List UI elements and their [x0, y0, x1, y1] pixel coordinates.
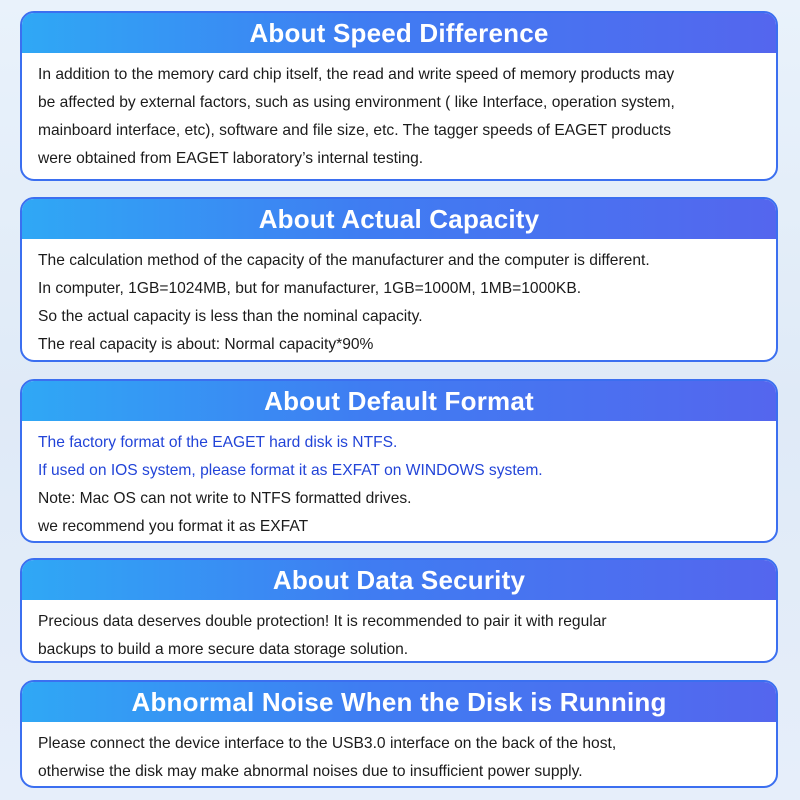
- section-body: [22, 722, 776, 786]
- body-line: otherwise the disk may make abnormal noises due to insufficient power supply.: [38, 763, 583, 780]
- section-abnormal-noise: [20, 680, 778, 788]
- body-line-highlight: If used on IOS system, please format it as EXFAT on WINDOWS system.: [38, 462, 543, 479]
- body-line: were obtained from EAGET laboratory’s internal testing.: [38, 150, 424, 167]
- body-line: be affected by external factors, such as using environment ( like Interface, operation system,: [38, 94, 675, 111]
- body-line: The calculation method of the capacity of the manufacturer and the computer is different.: [38, 252, 650, 269]
- section-title: About Data Security: [22, 560, 776, 600]
- section-default-format: [20, 379, 778, 543]
- section-body: [22, 239, 776, 359]
- body-line: Please connect the device interface to the USB3.0 interface on the back of the host,: [38, 735, 617, 752]
- body-line: we recommend you format it as EXFAT: [38, 518, 309, 535]
- section-data-security: [20, 558, 778, 663]
- section-title: About Actual Capacity: [22, 199, 776, 239]
- section-body: [22, 600, 776, 663]
- section-title: Abnormal Noise When the Disk is Running: [22, 682, 776, 722]
- body-line: In computer, 1GB=1024MB, but for manufacturer, 1GB=1000M, 1MB=1000KB.: [38, 280, 582, 297]
- section-body: [22, 53, 776, 173]
- section-title: About Speed Difference: [22, 13, 776, 53]
- body-line: backups to build a more secure data storage solution.: [38, 641, 409, 658]
- body-line-highlight: The factory format of the EAGET hard disk is NTFS.: [38, 434, 398, 451]
- body-line: So the actual capacity is less than the nominal capacity.: [38, 308, 423, 325]
- body-line: In addition to the memory card chip itself, the read and write speed of memory products may: [38, 66, 675, 83]
- section-body: [22, 421, 776, 541]
- body-line: mainboard interface, etc), software and file size, etc. The tagger speeds of EAGET products: [38, 122, 672, 139]
- section-title: About Default Format: [22, 381, 776, 421]
- body-line: Precious data deserves double protection! It is recommended to pair it with regular: [38, 613, 607, 630]
- section-speed-difference: [20, 11, 778, 181]
- body-line: Note: Mac OS can not write to NTFS formatted drives.: [38, 490, 412, 507]
- section-actual-capacity: [20, 197, 778, 362]
- body-line: The real capacity is about: Normal capacity*90%: [38, 336, 374, 353]
